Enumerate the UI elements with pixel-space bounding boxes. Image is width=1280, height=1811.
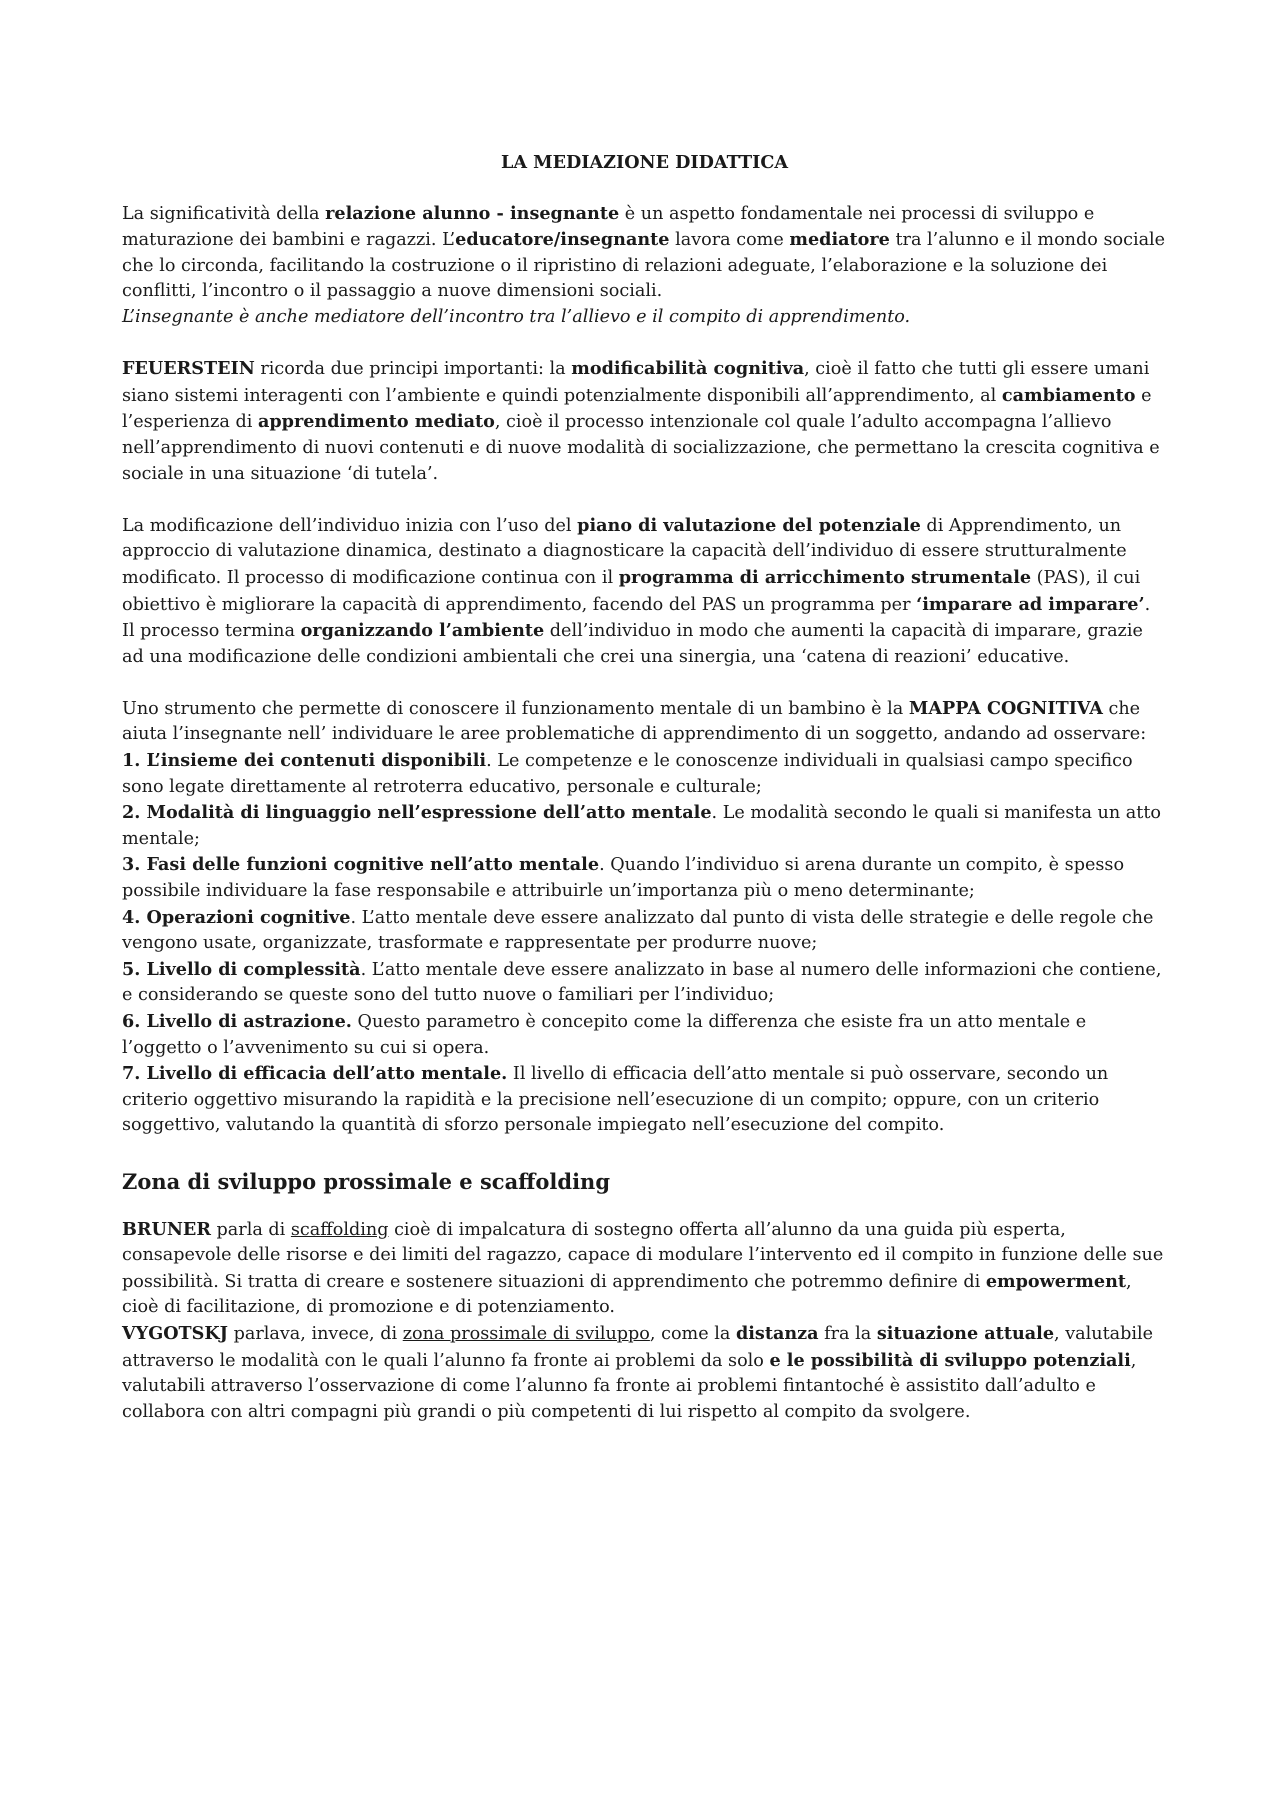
bold-text: VYGOTSKJ [122, 1322, 228, 1344]
paragraph-mappa-cognitiva [122, 696, 1167, 748]
list-item-title: 2. Modalità di linguaggio nell’espressione dell’atto mentale [122, 802, 712, 824]
text: dell’individuo in modo che aumenti la capacità di imparare, grazie ad una modificazione delle condizioni ambientali che crei una sinergia, una ‘catena di reazioni’ educative. [122, 621, 1143, 667]
bold-text: e le possibilità di sviluppo potenziali [769, 1349, 1131, 1371]
italic-text: L’insegnante è anche mediatore dell’incontro tra l’allievo e il compito di apprendimento. [122, 306, 911, 327]
bold-text: situazione attuale [876, 1322, 1055, 1344]
text: ricorda due principi importanti: la [254, 359, 572, 380]
text: parla di [210, 1219, 291, 1240]
list-item-text: . L’atto mentale deve essere analizzato dal punto di vista delle strategie e delle regole che vengono usate, organizzate, trasformate e rappresentate per produrre nuove; [122, 907, 1154, 954]
text: è un aspetto fondamentale nei processi di sviluppo e maturazione dei bambini e ragazzi. L’ [122, 203, 1095, 251]
text: e l’esperienza di [122, 385, 1152, 433]
bold-text: empowerment [985, 1270, 1126, 1292]
text: (PAS), il cui obiettivo è migliorare la capacità di apprendimento, facendo del PAS un programma per [122, 567, 1141, 615]
list-item-title: 3. Fasi delle funzioni cognitive nell’atto mentale [122, 854, 600, 876]
text: , cioè di facilitazione, di promozione e di potenziamento. [122, 1271, 1132, 1318]
text: cioè di impalcatura di sostegno offerta all’alunno da una guida più esperta, consapevole delle risorse e dei limiti del ragazzo, capace di modulare l’intervento ed il compito in funzione delle sue possibilità. Si tratta di creare e sostenere situazioni di apprendimento che potremmo definire di [122, 1219, 1164, 1292]
paragraph-feuerstein [122, 356, 1167, 487]
paragraph-relazione [122, 201, 1167, 305]
list-item [122, 1009, 1167, 1061]
list-item-text: . Quando l’individuo si arena durante un compito, è spesso possibile individuare la fase responsabile e attribuirle un’importanza più o meno determinante; [122, 855, 1125, 902]
text: di Apprendimento, un approccio di valutazione dinamica, destinato a diagnosticare la capacità dell’individuo di essere strutturalmente modificato. Il processo di modificazione continua con il [122, 515, 1127, 588]
paragraph-bruner [122, 1217, 1167, 1321]
list-item-text: . L’atto mentale deve essere analizzato in base al numero delle informazioni che contiene, e considerando se queste sono del tutto nuove o familiari per l’individuo; [122, 959, 1162, 1006]
list-item-text: Il livello di efficacia dell’atto mentale si può osservare, secondo un criterio oggettivo misurando la rapidità e la precisione nell’esecuzione di un compito; oppure, con un criterio soggettivo, valutando la quantità di sforzo personale impiegato nell’esecuzione del compito. [122, 1064, 1109, 1136]
list-item-title: 5. Livello di complessità [122, 958, 361, 980]
bold-text: educatore/insegnante [455, 229, 670, 251]
text: La significatività della [122, 203, 326, 224]
text: , valutabili attraverso l’osservazione di come l’alunno fa fronte ai problemi fintantoché è assistito dall’adulto e collabora con altri compagni più grandi o più competenti di lui rispetto al compito da svolgere. [122, 1350, 1137, 1422]
list-item [122, 905, 1167, 957]
document-title: LA MEDIAZIONE DIDATTICA [500, 152, 789, 173]
paragraph-vygotskj [122, 1321, 1167, 1425]
bold-text: relazione alunno - insegnante [325, 202, 620, 224]
text: , cioè il processo intenzionale col quale l’adulto accompagna l’allievo nell’apprendimento di nuovi contenuti e di nuove modalità di socializzazione, che permettano la crescita cognitiva e sociale in una situazione ‘di tutela’. [122, 412, 1160, 484]
list-item-text: Questo parametro è concepito come la differenza che esiste fra un atto mentale e l’oggetto o l’avvenimento su cui si opera. [122, 1012, 1087, 1058]
bold-text: apprendimento mediato [257, 411, 495, 433]
list-item [122, 957, 1167, 1009]
bold-text: ‘imparare ad imparare’ [916, 593, 1145, 615]
list-item-title: 6. Livello di astrazione. [122, 1011, 352, 1032]
text: La modificazione dell’individuo inizia con l’uso del [122, 515, 578, 536]
list-item [122, 1061, 1167, 1139]
text: che aiuta l’insegnante nell’ individuare le aree problematiche di apprendimento di un soggetto, andando ad osservare: [122, 698, 1147, 745]
text: , cioè il fatto che tutti gli essere umani siano sistemi interagenti con l’ambiente e quindi potenzialmente disponibili all’apprendimento, al [122, 359, 1150, 406]
list-item-text: . Le competenze e le conoscenze individuali in qualsiasi campo specifico sono legate direttamente al retroterra educativo, personale e culturale; [122, 751, 1133, 797]
list-item [122, 852, 1167, 904]
list-item [122, 800, 1167, 852]
text: , valutabile attraverso le modalità con le quali l’alunno fa fronte ai problemi da solo [122, 1323, 1154, 1371]
text: . Il processo termina [122, 594, 1151, 642]
text: fra la [818, 1323, 877, 1344]
text: Uno strumento che permette di conoscere il funzionamento mentale di un bambino è la [122, 698, 909, 719]
bold-text: cambiamento [1001, 384, 1136, 406]
bold-text: FEUERSTEIN [122, 358, 255, 380]
text: parlava, invece, di [227, 1323, 403, 1344]
text: , come la [649, 1323, 736, 1344]
bold-text: programma di arricchimento strumentale [618, 566, 1032, 588]
bold-text: distanza [735, 1322, 819, 1344]
text: tra l’alunno e il mondo sociale che lo circonda, facilitando la costruzione o il ripristino di relazioni adeguate, l’elaborazione e la soluzione dei conflitti, l’incontro o il passaggio a nuove dimensioni sociali. [122, 230, 1166, 302]
list-item-title: 7. Livello di efficacia dell’atto mentale. [122, 1063, 508, 1085]
list-item-title: 1. L’insieme dei contenuti disponibili [122, 750, 487, 772]
document-page [122, 150, 1167, 1425]
list-item [122, 748, 1167, 800]
section-heading: Zona di sviluppo prossimale e scaffolding [122, 1168, 611, 1194]
bold-text: BRUNER [122, 1218, 211, 1240]
bold-text: organizzando l’ambiente [300, 620, 545, 642]
underlined-text: scaffolding [290, 1219, 389, 1240]
bold-text: piano di valutazione del potenziale [577, 514, 921, 536]
list-item-text: . Le modalità secondo le quali si manifesta un atto mentale; [122, 803, 1162, 849]
bold-text: mediatore [789, 229, 890, 251]
list-item-title: 4. Operazioni cognitive [122, 906, 351, 928]
bold-text: MAPPA COGNITIVA [908, 697, 1103, 719]
text: lavora come [669, 230, 790, 251]
bold-text: modificabilità cognitiva [571, 358, 805, 380]
paragraph-modificazione [122, 513, 1167, 671]
underlined-text: zona prossimale di sviluppo [402, 1323, 650, 1344]
paragraph-italic-note [122, 305, 1167, 331]
